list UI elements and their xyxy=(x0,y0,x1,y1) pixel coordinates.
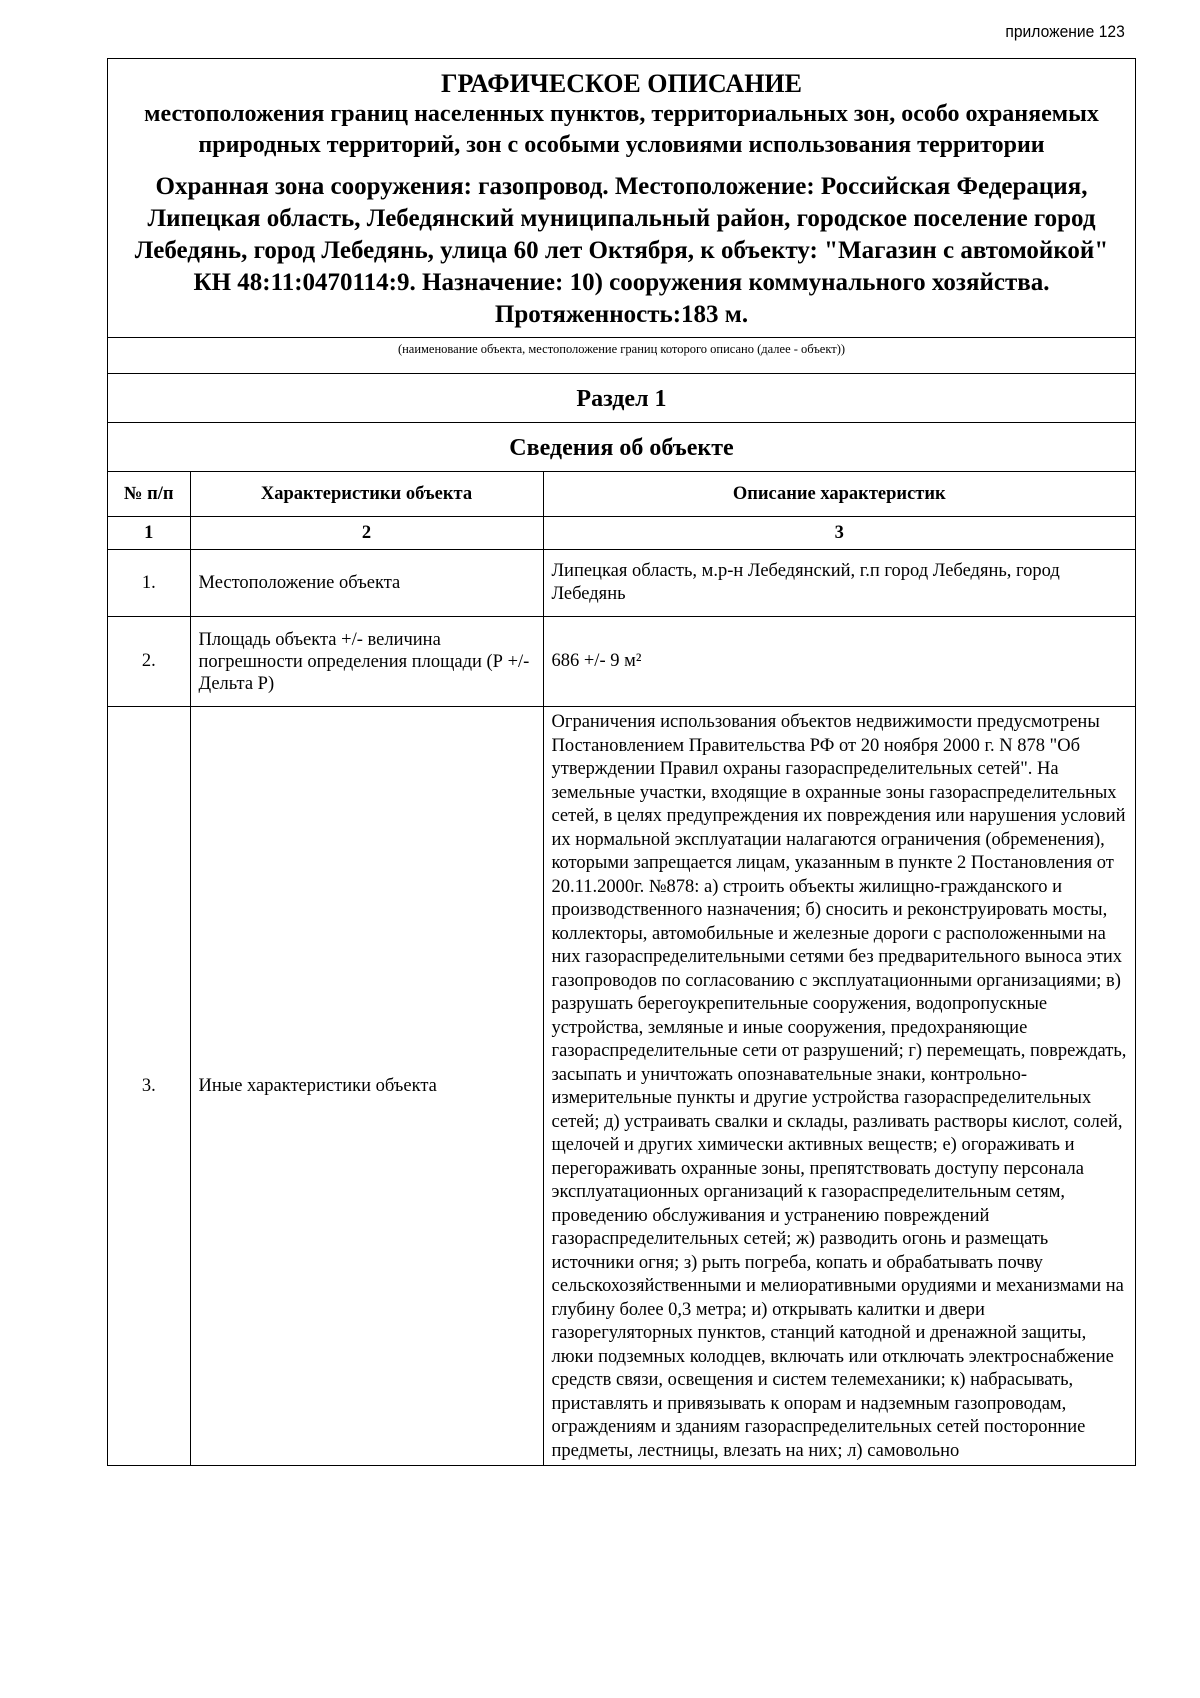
document-title: ГРАФИЧЕСКОЕ ОПИСАНИЕ xyxy=(441,69,802,98)
header-description: Описание характеристик xyxy=(543,472,1135,517)
table-row xyxy=(108,550,1135,617)
appendix-label: приложение 123 xyxy=(1005,22,1125,41)
row-number: 3. xyxy=(108,707,190,1466)
header-num: № п/п xyxy=(108,472,190,517)
column-number: 3 xyxy=(543,517,1135,550)
row-description: 686 +/- 9 м² xyxy=(543,617,1135,707)
table-header-row xyxy=(108,472,1135,517)
table-title: Сведения об объекте xyxy=(108,423,1135,472)
row-characteristic: Местоположение объекта xyxy=(190,550,543,617)
object-name: Охранная зона сооружения: газопровод. Местоположение: Российская Федерация, Липецкая область, Лебедянский муниципальный район, городское поселение город Лебедянь, город Лебедянь, улица 60 лет Октября, к объекту: "Магазин с автомойкой" КН 48:11:0470114:9. Назначение: 10) сооружения коммунального хозяйства. Протяженность:183 м. xyxy=(134,173,1109,328)
row-number: 1. xyxy=(108,550,190,617)
table-row xyxy=(108,617,1135,707)
object-info-table xyxy=(108,472,1135,1465)
row-characteristic: Площадь объекта +/- величина погрешности определения площади (Р +/- Дельта Р) xyxy=(190,617,543,707)
column-number: 1 xyxy=(108,517,190,550)
object-caption: (наименование объекта, местоположение границ которого описано (далее - объект)) xyxy=(108,338,1135,374)
row-description: Ограничения использования объектов недвижимости предусмотрены Постановлением Правительства РФ от 20 ноября 2000 г. N 878 "Об утверждении Правил охраны газораспределительных сетей". На земельные участки, входящие в охранные зоны газораспределительных сетей, в целях предупреждения их повреждения или нарушения условий их нормальной эксплуатации налагаются ограничения (обременения), которыми запрещается лицам, указанным в пункте 2 Постановления от 20.11.2000г. №878: а) строить объекты жилищно-гражданского и производственного назначения; б) сносить и реконструировать мосты, коллекторы, автомобильные и железные дороги с расположенными на них газораспределительными сетями без предварительного выноса этих газопроводов по согласованию с эксплуатационными организациями; в) разрушать берегоукрепительные сооружения, водопропускные устройства, земляные и иные сооружения, предохраняющие газораспределительные сети от разрушений; г) перемещать, повреждать, засыпать и уничтожать опознавательные знаки, контрольно-измерительные пункты и другие устройства газораспределительных сетей; д) устраивать свалки и склады, разливать растворы кислот, солей, щелочей и других химически активных веществ; е) огораживать и перегораживать охранные зоны, препятствовать доступу персонала эксплуатационных организаций к газораспределительным сетям, проведению обслуживания и устранению повреждений газораспределительных сетей; ж) разводить огонь и размещать источники огня; з) рыть погреба, копать и обрабатывать почву сельскохозяйственными и мелиоративными орудиями и механизмами на глубину более 0,3 метра; и) открывать калитки и двери газорегуляторных пунктов, станций катодной и дренажной защиты, люки подземных колодцев, включать или отключать электроснабжение средств связи, освещения и систем телемеханики; к) набрасывать, приставлять и привязывать к опорам и надземным газопроводам, ограждениям и зданиям газораспределительных сетей посторонние предметы, лестницы, влезать на них; л) самовольно xyxy=(543,707,1135,1466)
column-number: 2 xyxy=(190,517,543,550)
header-characteristic: Характеристики объекта xyxy=(190,472,543,517)
row-description: Липецкая область, м.р-н Лебедянский, г.п город Лебедянь, город Лебедянь xyxy=(543,550,1135,617)
title-block xyxy=(108,59,1135,338)
row-characteristic: Иные характеристики объекта xyxy=(190,707,543,1466)
table-row xyxy=(108,707,1135,1466)
row-number: 2. xyxy=(108,617,190,707)
column-number-row xyxy=(108,517,1135,550)
document-subtitle: местоположения границ населенных пунктов, территориальных зон, особо охраняемых природных территорий, зон с особыми условиями использования территории xyxy=(144,101,1099,158)
section-title: Раздел 1 xyxy=(108,374,1135,423)
document-frame xyxy=(107,58,1136,1466)
